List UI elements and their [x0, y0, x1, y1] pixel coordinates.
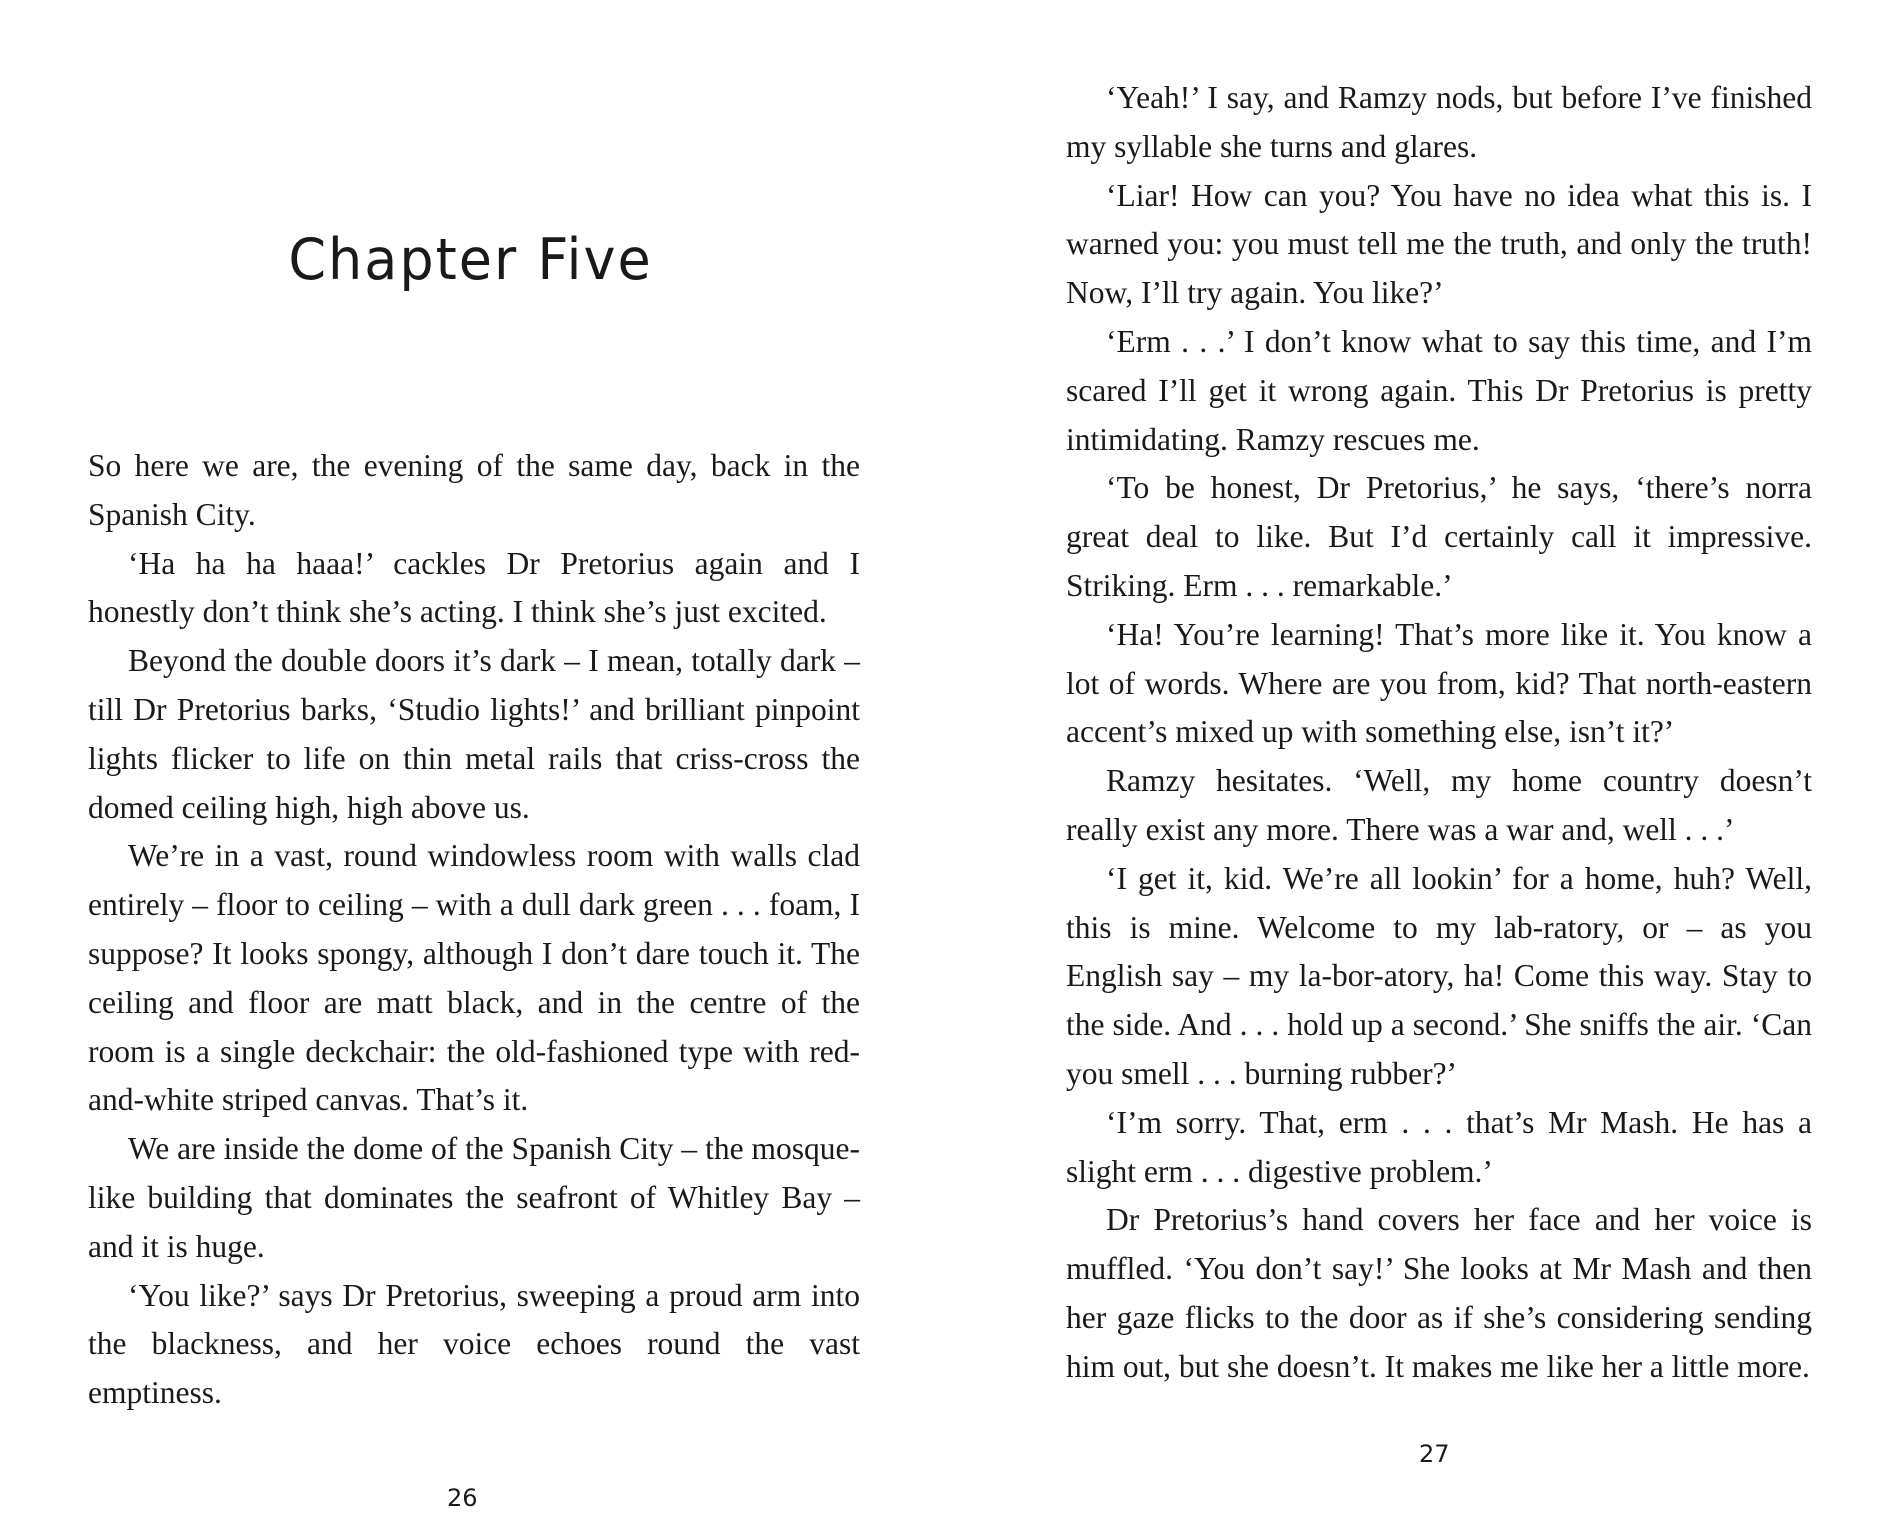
paragraph: Ramzy hesitates. ‘Well, my home country doesn’t really exist any more. There was a war and, well . . .’ [1066, 763, 1812, 847]
paragraph: ‘Yeah!’ I say, and Ramzy nods, but before I’ve finished my syllable she turns and glares. [1066, 80, 1812, 164]
paragraph: ‘Ha! You’re learning! That’s more like it. You know a lot of words. Where are you from, kid? That north-eastern accent’s mixed up with something else, isn’t it?’ [1066, 616, 1812, 750]
paragraph: ‘I get it, kid. We’re all lookin’ for a home, huh? Well, this is mine. Welcome to my lab-ratory, or – as you English say – my la-bor-atory, ha! Come this way. Stay to the side. And . . . hold up a second.’ She sniffs the air. ‘Can you smell . . . burning rubber?’ [1066, 860, 1812, 1091]
page-number: 26 [447, 1484, 478, 1512]
chapter-title: Chapter Five [288, 226, 653, 293]
paragraph: So here we are, the evening of the same day, back in the Spanish City. [88, 448, 860, 532]
left-page-text [88, 442, 860, 1418]
paragraph: ‘Ha ha ha haaa!’ cackles Dr Pretorius again and I honestly don’t think she’s acting. I think she’s just excited. [88, 545, 860, 630]
page-number: 27 [1419, 1440, 1450, 1468]
paragraph: We are inside the dome of the Spanish City – the mosque-like building that dominates the seafront of Whitley Bay – and it is huge. [88, 1131, 860, 1264]
paragraph: ‘You like?’ says Dr Pretorius, sweeping a proud arm into the blackness, and her voice echoes round the vast emptiness. [88, 1277, 860, 1411]
paragraph: ‘I’m sorry. That, erm . . . that’s Mr Mash. He has a slight erm . . . digestive problem.’ [1066, 1104, 1812, 1189]
paragraph: We’re in a vast, round windowless room with walls clad entirely – floor to ceiling – with a dull dark green . . . foam, I suppose? It looks spongy, although I don’t dare touch it. The ceiling and floor are matt black, and in the centre of the room is a single deckchair: the old-fashioned type with red-and-white striped canvas. That’s it. [88, 838, 860, 1118]
paragraph: ‘Erm . . .’ I don’t know what to say this time, and I’m scared I’ll get it wrong again. This Dr Pretorius is pretty intimidating. Ramzy rescues me. [1066, 323, 1812, 457]
paragraph: ‘Liar! How can you? You have no idea what this is. I warned you: you must tell me the truth, and only the truth! Now, I’ll try again. You like?’ [1066, 177, 1812, 311]
paragraph: ‘To be honest, Dr Pretorius,’ he says, ‘there’s norra great deal to like. But I’d certainly call it impressive. Striking. Erm . . . remarkable.’ [1066, 470, 1812, 603]
right-page-text [1066, 74, 1812, 1392]
paragraph: Dr Pretorius’s hand covers her face and her voice is muffled. ‘You don’t say!’ She looks at Mr Mash and then her gaze flicks to the door as if she’s considering sending him out, but she doesn’t. It makes me like her a little more. [1066, 1202, 1812, 1384]
right-page [941, 0, 1882, 1523]
paragraph: Beyond the double doors it’s dark – I mean, totally dark – till Dr Pretorius barks, ‘Studio lights!’ and brilliant pinpoint lights flicker to life on thin metal rails that criss-cross the domed ceiling high, high above us. [88, 643, 860, 825]
